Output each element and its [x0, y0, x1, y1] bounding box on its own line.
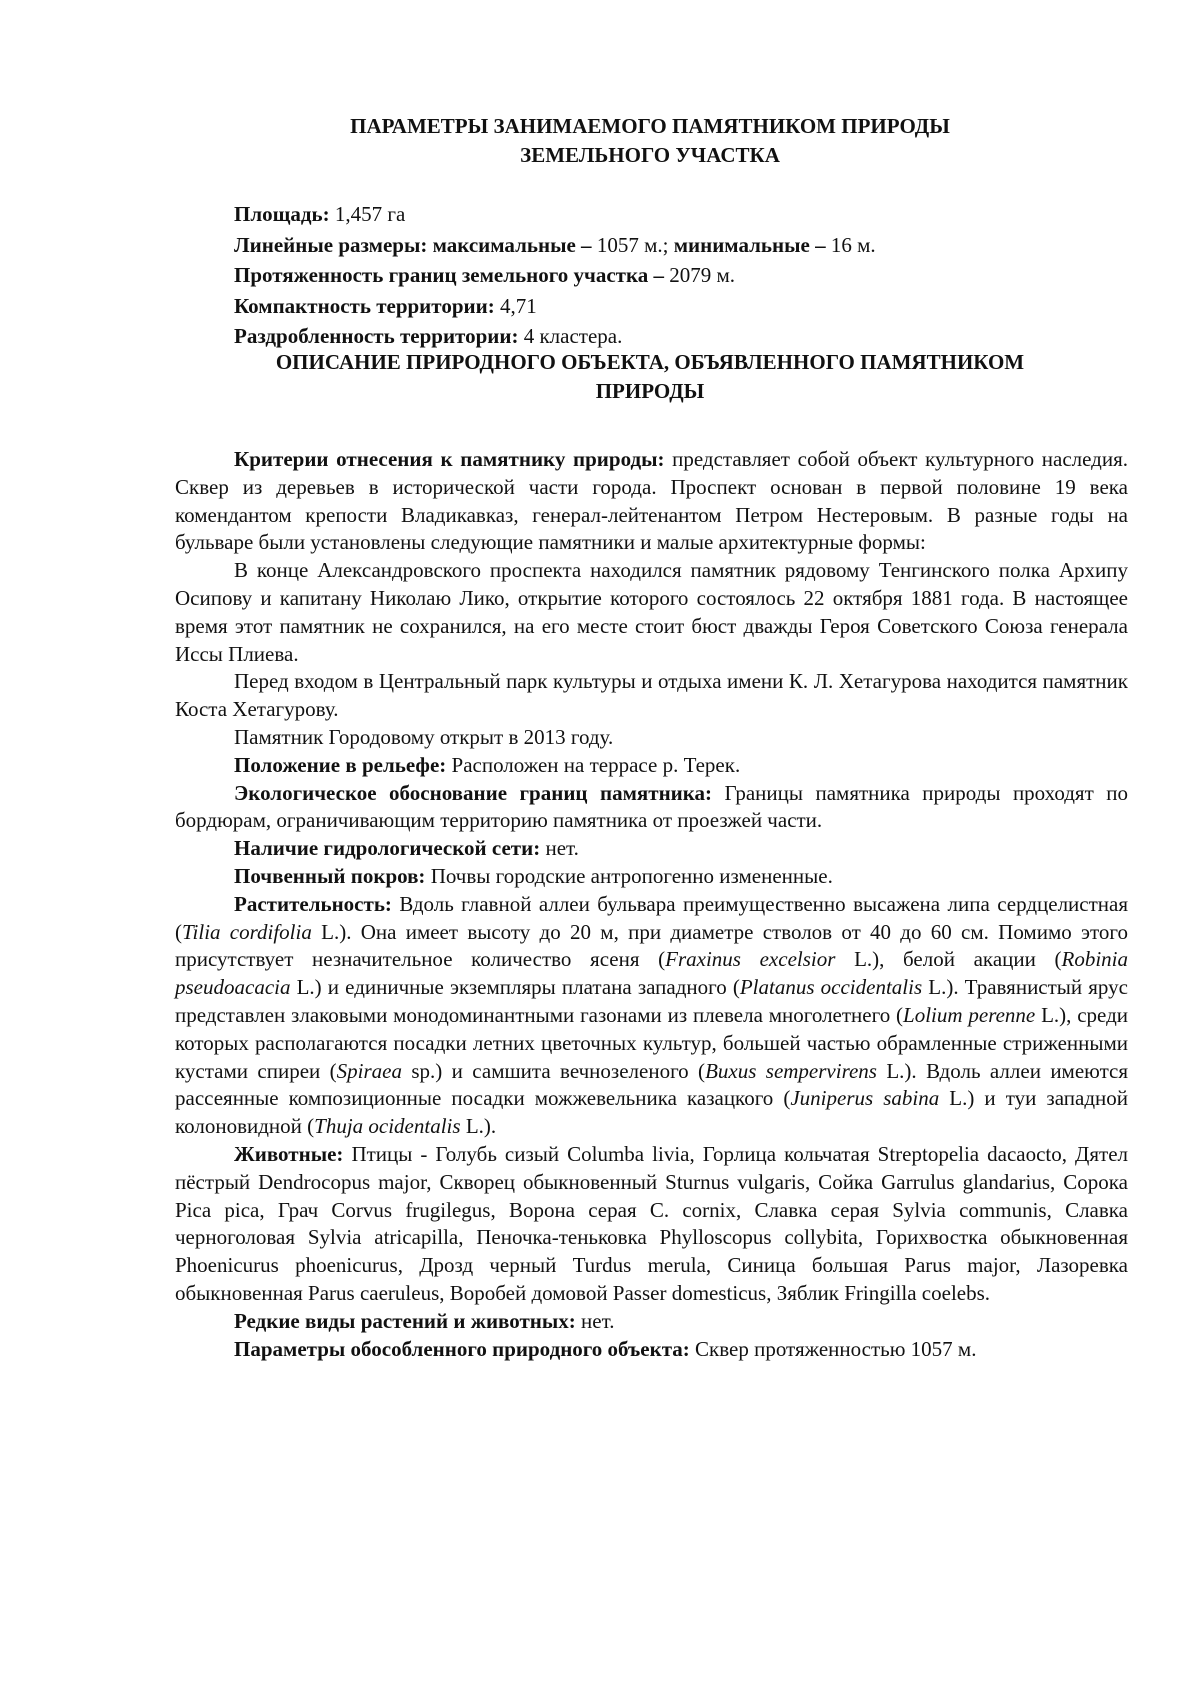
text-run: L.) и туи западной колоновидной ( [175, 1086, 1128, 1139]
description-body [175, 446, 1128, 1363]
paragraph-hydrology [175, 835, 1128, 863]
latin-name: Thuja ocidentalis [314, 1114, 461, 1139]
paragraph-monument-2: Перед входом в Центральный парк культуры и отдыха имени К. Л. Хетагурова находится памятник Коста Хетагурову. [175, 669, 1128, 722]
paragraph-soil [175, 863, 1128, 891]
land-parameters-list [234, 199, 1134, 352]
paragraph-text: Сквер протяженностью 1057 м. [689, 1336, 977, 1361]
param-value: 4 кластера. [518, 324, 623, 348]
param-label: Раздробленность территории: [234, 324, 519, 348]
section-title-object-description [170, 348, 1130, 406]
paragraph-animals [175, 1141, 1128, 1308]
text-run: L.), среди которых располагаются посадки летних цветочных культур, большей частью обрамленные стриженными кустами спиреи ( [175, 1002, 1128, 1083]
title-line: ЗЕМЕЛЬНОГО УЧАСТКА [520, 143, 780, 167]
param-border-length [234, 260, 1134, 291]
paragraph-isolated-object [175, 1336, 1128, 1364]
latin-name: Tilia cordifolia [182, 919, 312, 944]
latin-name: Lolium perenne [903, 1002, 1036, 1027]
text-run: L.) и единичные экземпляры платана западного ( [290, 975, 740, 1000]
text-run: L.). Она имеет высоту до 20 м, при диаметре стволов от 40 до 60 см. Помимо этого присутствует незначительное количество ясеня ( [175, 919, 1129, 972]
param-value: 1,457 га [329, 202, 406, 226]
latin-name: Platanus occidentalis [739, 975, 923, 1000]
paragraph-criteria [175, 446, 1128, 557]
text-run: sp.) и самшита вечнозеленого ( [401, 1058, 706, 1083]
paragraph-relief [175, 752, 1128, 780]
paragraph-label: Параметры обособленного природного объекта: [234, 1336, 690, 1361]
param-label: минимальные – [673, 232, 826, 257]
param-label: Площадь: [234, 202, 330, 226]
latin-name: Fraxinus excelsior [665, 947, 836, 972]
paragraph-label: Критерии отнесения к памятнику природы: [234, 447, 665, 471]
param-area [234, 199, 1134, 230]
paragraph-text: Почвы городские антропогенно измененные. [425, 863, 833, 888]
paragraph-monument-3: Памятник Городовому открыт в 2013 году. [234, 724, 614, 749]
paragraph-monument-1: В конце Александровского проспекта находился памятник рядовому Тенгинского полка Архипу Осипову и капитану Николаю Лико, открытие которого состоялось 22 октября 1881 года. В настоящее время этот памятник не сохранился, на его месте стоит бюст дважды Героя Советского Союза генерала Иссы Плиева. [175, 558, 1128, 666]
paragraph-label: Редкие виды растений и животных: [234, 1308, 576, 1333]
paragraph-text: нет. [540, 836, 579, 861]
paragraph-label: Почвенный покров: [234, 863, 426, 888]
paragraph-text: Границы памятника природы проходят по бордюрам, ограничивающим территорию памятника от проезжей части. [175, 780, 1128, 833]
param-compactness [234, 291, 1134, 322]
param-value: 1057 м.; [591, 232, 674, 257]
paragraph-text: Птицы - Голубь сизый Columba livia, Горлица кольчатая Streptopelia dacaocto, Дятел пёстрый Dendrocopus major, Скворец обыкновенный Sturnus vulgaris, Сойка Garrulus glandarius, Сорока Pica pica, Грач Corvus frugilegus, Ворона серая C. cornix, Славка серая Sylvia communis, Славка черноголовая Sylvia atricapilla, Пеночка-теньковка Phylloscopus collybita, Горихвостка обыкновенная Phoenicurus phoenicurus, Дрозд черный Turdus merula, Синица большая Parus major, Лазоревка обыкновенная Parus caeruleus, Воробей домовой Passer domesticus, Зяблик Fringilla coelebs. [175, 1141, 1128, 1305]
paragraph-label: Экологическое обоснование границ памятника: [234, 780, 713, 805]
param-label: Компактность территории: [234, 293, 495, 318]
title-line: ПРИРОДЫ [595, 379, 705, 403]
paragraph-ecology [175, 780, 1128, 836]
paragraph-label: Положение в рельефе: [234, 752, 447, 777]
paragraph-text: представляет собой объект культурного наследия. Сквер из деревьев в исторической части города. Проспект основан в первой половине 19 века комендантом крепости Владикавказ, генерал-лейтенантом Петром Нестеровым. В разные годы на бульваре были установлены следующие памятники и малые архитектурные формы: [175, 447, 1128, 555]
param-linear-size [234, 230, 1134, 261]
paragraph-text: Расположен на террасе р. Терек. [446, 752, 741, 777]
paragraph-label: Наличие гидрологической сети: [234, 836, 541, 861]
param-fragmentation [234, 321, 1134, 352]
paragraph-label: Растительность: [234, 891, 392, 916]
paragraph-rare-species [175, 1308, 1128, 1336]
param-label: Протяженность границ земельного участка – [234, 263, 665, 287]
paragraph-label: Животные: [234, 1141, 344, 1166]
param-label: Линейные размеры: максимальные – [234, 232, 592, 257]
paragraph-text: нет. [575, 1308, 615, 1333]
paragraph-vegetation [175, 891, 1128, 1141]
section-title-land-parameters [180, 112, 1120, 170]
latin-name: Robinia pseudoacacia [175, 947, 1128, 1000]
text-run: L.). [460, 1114, 497, 1139]
title-line: ОПИСАНИЕ ПРИРОДНОГО ОБЪЕКТА, ОБЪЯВЛЕННОГО ПАМЯТНИКОМ [275, 350, 1025, 374]
text-run: Вдоль главной аллеи бульвара преимущественно высажена липа сердцелистная ( [175, 891, 1128, 944]
latin-name: Buxus sempervirens [705, 1058, 877, 1083]
text-run: L.), белой акации ( [835, 947, 1062, 972]
text-run: L.). Травянистый ярус представлен злаковыми монодоминантными газонами из плевела многолетнего ( [175, 975, 1128, 1027]
latin-name: Spiraea [336, 1058, 402, 1083]
param-value: 4,71 [494, 293, 537, 318]
param-value: 16 м. [825, 232, 876, 257]
text-run: L.). Вдоль аллеи имеются рассеянные композиционные посадки можжевельника казацкого ( [175, 1058, 1128, 1111]
title-line: ПАРАМЕТРЫ ЗАНИМАЕМОГО ПАМЯТНИКОМ ПРИРОДЫ [350, 114, 950, 138]
param-value: 2079 м. [664, 263, 736, 287]
latin-name: Juniperus sabina [790, 1086, 940, 1111]
